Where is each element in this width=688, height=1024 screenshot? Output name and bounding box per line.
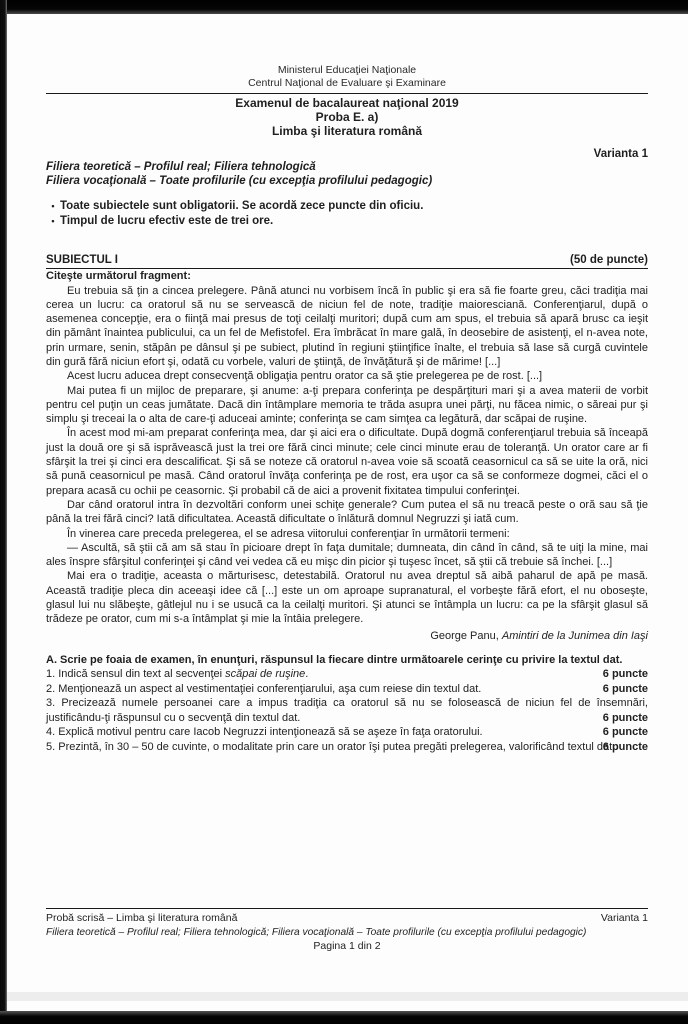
question-5 [46,740,648,755]
fragment-paragraph: — Ascultă, să ştii că am să stau în picioare drept în faţa dumitale; dumneata, din când în când, să te uiţi la mine, mai ales înspre sfârşitul conferinţei şi când vei vedea că eu mişc din picior şi tuşesc încet, să ştii că trebuie să închei. [...] [46,541,648,569]
section-a-intro: A. Scrie pe foaia de examen, în enunţuri, răspunsul la fiecare dintre următoarele cerinţe cu privire la textul dat. [46,653,623,666]
exam-subject-name: Limba şi literatura română [271,124,423,138]
footer-row [46,912,648,926]
footer-proba: Probă scrisă – Limba şi literatura română [46,912,238,924]
footer-variant: Varianta 1 [600,912,648,924]
question-italic: scăpai de ruşine [225,668,306,681]
attribution [46,629,648,644]
question-points: 6 puncte [602,740,648,753]
fragment-paragraph: În vinerea care preceda prelegerea, el se adresa viitorului conferenţiar în următorii termeni: [67,527,510,540]
fragment-paragraph: În acest mod mi-am preparat conferinţa mea, dar şi aici era o dificultate. După dogmă conferenţiarul trebuia să înceapă just la două ore şi să isprăvească just la trei ore fără cinci minute; cele cinci minute erau de toleranţă. Un orator care ar fi sfârşit la trei şi cinci era descalificat. Şi să se noteze că oratorul n-avea voie să scoată ceasornicul ca să se uite la oră, nici să pună ceasornicul pe masă. Când oratorul învăţa conferinţa pe de rost, era uşor ca să se conformeze dogmei, căci el o prepara acasă cu ochii pe ceasornic. Şi probabil că de aici a provenit fixitatea timpului conferinţei. [46,427,648,497]
fragment-instruction: Citeşte următorul fragment: [46,270,191,282]
subject-heading [46,253,648,269]
question-4 [46,725,648,740]
scan-border-top [0,0,688,14]
center-line: Centrul Naţional de Evaluare şi Examinare [248,77,446,89]
instructions-list [46,199,648,229]
instruction-text: Toate subiectele sunt obligatorii. Se acordă zece puncte din oficiu. [60,200,424,212]
header-rule [46,93,648,94]
ministry-line: Ministerul Educaţiei Naţionale [277,64,417,76]
section-a [46,653,648,755]
page-content [7,14,688,1011]
fragment-paragraph: Acest lucru aducea drept consecvenţă obligaţia pentru orator ca să ştie prelegerea pe de rost. [...] [67,370,543,383]
question-text: 1. Indică sensul din text al secvenţei [46,668,226,681]
scan-border-bottom [0,1011,688,1024]
fragment-text [46,284,648,627]
footer-page-number: Pagina 1 din 2 [313,940,381,952]
question-2 [46,682,648,697]
question-text: 3. Precizează numele persoanei care a impus tradiţia ca oratorul să nu se folosească de niciun fel de însemnări, justificându-ţi răspunsul cu o secvenţă din textul dat. [46,697,648,724]
scan-border-left [0,0,7,1024]
fragment-paragraph: Eu trebuia să ţin a cincea prelegere. Până atunci nu vorbisem încă în public şi era să fie foarte greu, căci tradiţia mai cerea un lucru: ca oratorul să nu se servească de niciun fel de note, tradiţie maioresciană. Conferenţiarul, după o asemenea concepţie, era o fiinţă mai presus de toţi ceilalţi muritori; după cum am spus, el trebuia să apară brusc ca ieşit din pământ înaintea publicului, ca un fel de Mefistofel. Era îmbrăcat în mare gală, în deosebire de asistenţi, el n-avea note, prin urmare, senin, stăpân pe dânsul şi pe subiect, plutind în regiuni ştiinţifice înalte, el trebuia să lase să curgă cuvintele din gură fără niciun efort şi, odată cu vorbele, valuri de ştiinţă, de învăţătură şi de mărime! [...] [46,284,648,368]
question-1 [46,667,648,682]
variant-label: Varianta 1 [593,148,648,160]
attribution-work: Amintiri de la Junimea din Iaşi [501,629,648,642]
bullet-icon: • [51,216,55,226]
question-text-end: . [305,668,309,681]
question-points: 6 puncte [602,711,648,724]
question-points: 6 puncte [602,668,648,681]
fragment-paragraph: Mai era o tradiţie, aceasta o mărturisesc, detestabilă. Oratorul nu avea dreptul să aibă paharul de apă pe masă. Această tradiţie pleca din aceeaşi idee că [...] este un om aproape supranatural, el vorbeşte fără efort, el nu oboseşte, glasul lui nu slăbeşte, gâtlejul nu i se usucă ca la ceilalţi muritori. Şi atunci se întâmpla un lucru: ca pe la sfârşit glasul să trădeze pe orator, cum mi s-a întâmplat şi mie la întâia prelegere. [46,570,648,626]
footer-filiera: Filiera teoretică – Profilul real; Filiera tehnologică; Filiera vocaţională – Toate profilurile (cu excepţia profilului pedagogic) [46,926,587,938]
question-text: 4. Explică motivul pentru care Iacob Negruzzi intenţionează să se aşeze în faţa oratorului. [46,726,483,739]
instruction-text: Timpul de lucru efectiv este de trei ore. [60,215,274,227]
attribution-author: George Panu, [430,629,502,642]
fragment-paragraph: Dar când oratorul intra în dezvoltări conform unei schiţe generale? Cum putea el să nu treacă peste o oră sau să ţie până la trei fără cinci? Iată dificultatea. Această dificultate o înlătură domnul Negruzzi şi iată cum. [46,498,648,526]
subject-points: (50 de puncte) [570,254,648,266]
instruction-item [46,214,648,229]
question-points: 6 puncte [602,682,648,695]
filiera-line-2: Filiera vocaţională – Toate profilurile (cu excepţia profilului pedagogic) [46,174,433,187]
subject-title: SUBIECTUL I [46,254,118,266]
question-points: 6 puncte [602,726,648,739]
page-footer [46,908,648,953]
question-text: 5. Prezintă, în 30 – 50 de cuvinte, o modalitate prin care un orator îşi putea pregăti prelegerea, valorificând textul dat. [46,740,616,753]
question-3 [46,696,648,725]
instruction-item [46,199,648,214]
exam-title: Examenul de bacalaureat naţional 2019 [235,96,459,110]
bullet-icon: • [51,201,55,211]
exam-proba: Proba E. a) [315,110,379,124]
fragment-paragraph: Mai putea fi un mijloc de preparare, şi anume: a-ţi prepara conferinţa pe despărţituri mari şi a avea materii de vorbit pentru cel puţin un ceas jumătate. Dacă din întâmplare memoria te trăda asupra unei părţi, nu făcea nimic, o săreai pur şi simplu şi treceai la o alta de care-ţi aduceai aminte; conferinţa se cam simţea ca legătură, dar scăpai de ruşine. [46,384,648,426]
filiera-line-1: Filiera teoretică – Profilul real; Filiera tehnologică [46,161,316,173]
question-text: 2. Menţionează un aspect al vestimentaţiei conferenţiarului, aşa cum reiese din textul dat. [46,682,482,695]
